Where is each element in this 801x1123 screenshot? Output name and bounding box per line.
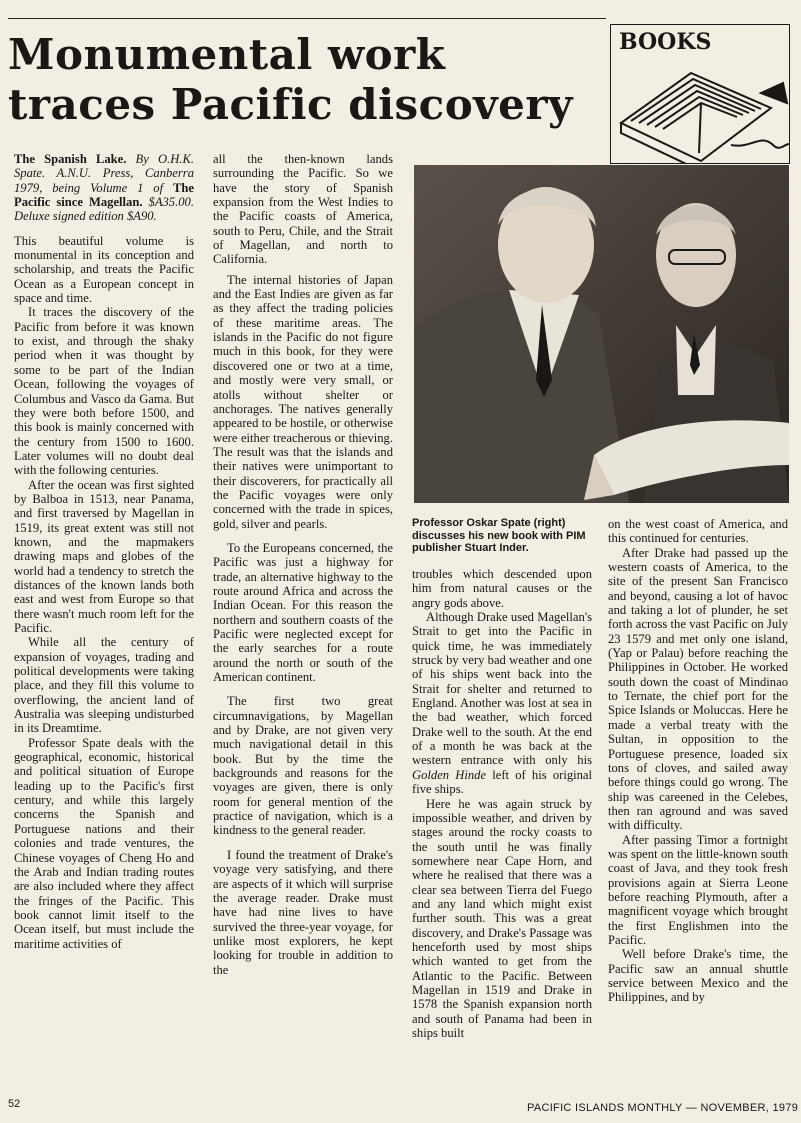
- review-header: The Spanish Lake. By O.H.K. Spate. A.N.U. Press, Canberra 1979, being Volume 1 of The Pacific since Magellan. $A35.00. Deluxe signed edition $A90.: [14, 152, 194, 224]
- paragraph: The internal histories of Japan and the East Indies are given as far as they affect the trading policies of these maritime areas. The islands in the Pacific do not figure much in this book, for they were discovered one or two at a time, and mostly were very small, or atolls without shelter or anchorages. The natives generally appeared to be hostile, or otherwise were either treacherous or thieving. The result was that the islands and their natives were unimportant to their discoverers, for practically all the Pacific voyages were only concerned with the trade in spices, gold, silver and pearls.: [213, 272, 393, 531]
- paragraph: After the ocean was first sighted by Balboa in 1513, near Panama, and first traversed by Magellan in 1519, its great extent was still not known, and the mapmakers drawing maps and globes of the world had a tendency to stretch the distances of the known lands both east and west from Europe so that there wasn't much room left for the Pacific.: [14, 477, 194, 635]
- paragraph: Well before Drake's time, the Pacific saw an annual shuttle service between Mexico and the Philippines, and by: [608, 947, 788, 1005]
- headline-line-2: traces Pacific discovery: [8, 80, 573, 129]
- paragraph: troubles which descended upon him from natural causes or the angry gods above.: [412, 567, 592, 610]
- section-label: BOOKS: [619, 29, 712, 55]
- paragraph: Professor Spate deals with the geographical, economic, historical and political situation of Europe leading up to the Pacific's first century, and while this largely concerns the Spanish and Portuguese nations and their colonies and trade ventures, the Chinese voyages of Cheng Ho and the Arab and Indian trading routes are also included where they affect the fringes of the Pacific. This book cannot limit itself to the Ocean itself, but must include the maritime activities of: [14, 735, 194, 951]
- article-column-4: [608, 517, 788, 1082]
- top-rule: [8, 18, 606, 19]
- paragraph: After Drake had passed up the western coasts of America, to the site of the present San Francisco and beyond, causing a lot of havoc and taking a lot of plunder, he set forth across the vast Pacific on July 23 1579 and met only one island, (Yap or Palau) before reaching the Philippines in October. He worked south down the coast of Mindinao to Ternate, the chief port for the Spice Islands or Moluccas. Here he made a verbal treaty with the Sultan, in opposition to the Portuguese presence, loaded six tons of cloves, and sailed away before things could go wrong. The ship was careened in the Celebes, then ran aground and was saved with difficulty.: [608, 545, 788, 833]
- article-column-1: [14, 152, 194, 1082]
- book-series: The Pacific since Magellan.: [14, 180, 194, 210]
- book-publisher: A.N.U. Press, Canberra 1979, being Volume 1 of: [14, 166, 194, 195]
- paragraph: all the then-known lands surrounding the Pacific. So we have the story of Spanish expansion from the West Indies to the Pacific coasts of America, south to Peru, Chile, and the Strait of Magellan, and north to California.: [213, 152, 393, 267]
- paragraph: Here he was again struck by impossible weather, and driven by stages around the rocky coasts to the south until he was finally somewhere near Cape Horn, and where he realised that there was a clear sea between Tierra del Fuego and any land which might exist further south. This was a great discovery, and Drake's Passage was henceforth used by most ships which wanted to get from the Atlantic to the Pacific. Between Magellan in 1519 and Drake in 1578 the Spanish expansion north and south of Panama had been in ships built: [412, 796, 592, 1040]
- paragraph: While all the century of expansion of voyages, trading and political developments were taking place, and they fill this volume to overflowing, the ancient land of Australia was sleeping undisturbed in its Dreamtime.: [14, 635, 194, 736]
- photo: [414, 165, 789, 503]
- paragraph: It traces the discovery of the Pacific from before it was known to exist, and through the shaky period when it was thought by some to be part of the Indian Ocean, following the voyages of Columbus and Vasco da Gama. But they were both before 1500, and this book is mainly concerned with the century from 1500 to 1600. Later volumes will no doubt deal with the following centuries.: [14, 305, 194, 478]
- page-number: 52: [8, 1098, 21, 1110]
- article-column-2: [213, 152, 393, 1082]
- publication-footer: PACIFIC ISLANDS MONTHLY — NOVEMBER, 1979: [527, 1102, 799, 1114]
- ship-name: Golden Hinde: [412, 767, 487, 782]
- paragraph: This beautiful volume is monumental in its conception and scholarship, and treats the Pacific Ocean as a European concept in space and time.: [14, 233, 194, 306]
- book-illustration-icon: [611, 53, 790, 163]
- paragraph: To the Europeans concerned, the Pacific was just a highway for trade, an alternative highway to the route around Africa and across the Indian Ocean. For this reason the northern and southern coasts of the Pacific were neglected except for the early searches for a route around the north or south of the American continent.: [213, 540, 393, 685]
- books-section-box: [610, 24, 790, 164]
- paragraph-text: left of his original five ships.: [412, 767, 592, 797]
- paragraph-text: Although Drake used Magellan's Strait to get into the Pacific in quick time, he was immediately struck by very bad weather and one of his ships went back into the Strait for shelter and returned to England. Another was lost at sea in the bad weather, which forced Drake well to the south. At the end of a month he was back at the western entrance with only his: [412, 610, 592, 768]
- paragraph: on the west coast of America, and this continued for centuries.: [608, 517, 788, 546]
- book-title: The Spanish Lake.: [14, 152, 127, 166]
- headline-line-1: Monumental work: [8, 30, 446, 79]
- article-column-3: [412, 567, 592, 1082]
- photo-caption: Professor Oskar Spate (right) discusses his new book with PIM publisher Stuart Inder.: [412, 517, 586, 554]
- book-price: $A35.00. Deluxe signed edition $A90.: [14, 195, 194, 224]
- portrait-photo-icon: [414, 165, 789, 503]
- book-author: By O.H.K. Spate: [14, 152, 194, 181]
- paragraph: I found the treatment of Drake's voyage very satisfying, and there are aspects of it which will surprise the average reader. Drake must have had nine lives to have survived the three-year voyage, for unlike most explorers, he kept looking for trouble in addition to the: [213, 847, 393, 977]
- paragraph: After passing Timor a fortnight was spent on the little-known south coast of Java, and they took fresh provisions again at Sierra Leone before reaching Plymouth, after a magnificent voyage which brought the first Englishmen into the Pacific.: [608, 832, 788, 947]
- paragraph: [412, 610, 592, 796]
- paragraph: The first two great circumnavigations, by Magellan and by Drake, are not given very much navigational detail in this book. But by the time the backgrounds and reasons for the voyages are given, there is only room for general mention of the practice of navigation, which is a kindness to the general reader.: [213, 694, 393, 838]
- headline: [8, 30, 608, 130]
